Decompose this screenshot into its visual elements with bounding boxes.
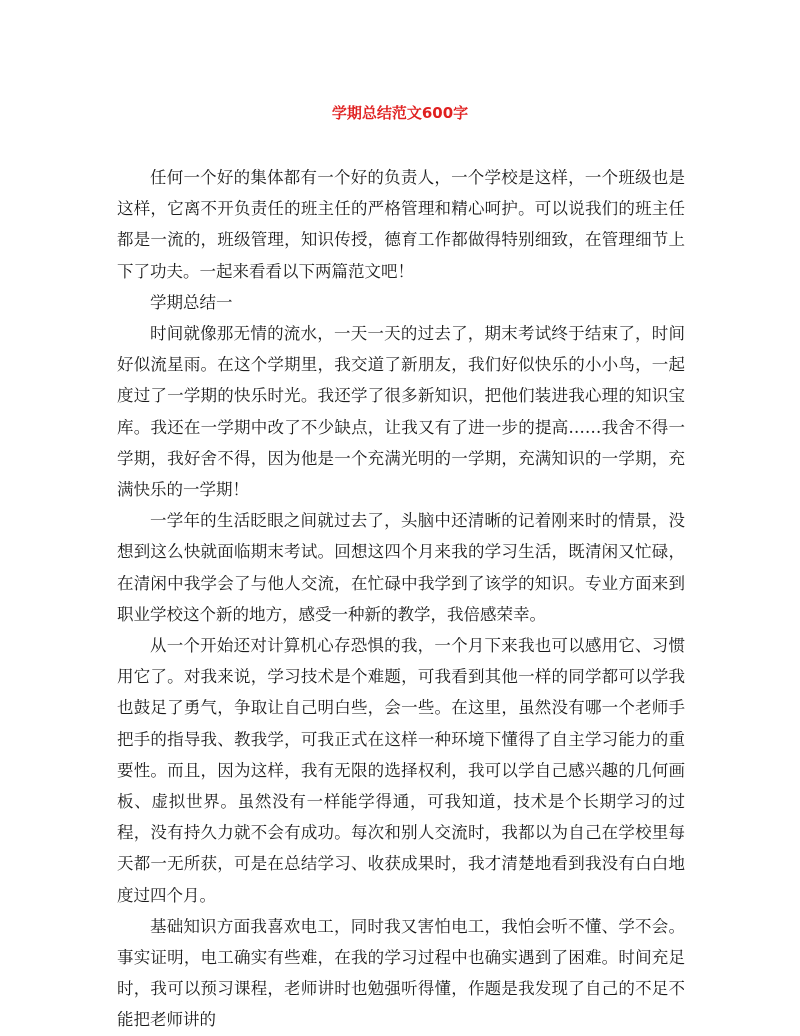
body-paragraph: 基础知识方面我喜欢电工，同时我又害怕电工，我怕会听不懂、学不会。事实证明，电工确实有些难，在我的学习过程中也确实遇到了困难。时间充足时，我可以预习课程，老师讲时也勉强听得懂，作题是我发现了自己的不足不能把老师讲的 [117, 916, 685, 1030]
document-title: 学期总结范文600字 [331, 104, 469, 122]
section-heading: 学期总结一 [150, 292, 233, 312]
document-body [117, 162, 685, 1036]
intro-paragraph: 任何一个好的集体都有一个好的负责人，一个学校是这样，一个班级也是这样，它离不开负责任的班主任的严格管理和精心呵护。可以说我们的班主任都是一流的，班级管理，知识传授，德育工作都做得特别细致，在管理细节上下了功夫。一起来看看以下两篇范文吧！ [117, 168, 685, 281]
body-paragraph: 一学年的生活眨眼之间就过去了，头脑中还清晰的记着刚来时的情景，没想到这么快就面临期末考试。回想这四个月来我的学习生活，既清闲又忙碌，在清闲中我学会了与他人交流，在忙碌中我学到了该学的知识。专业方面来到职业学校这个新的地方，感受一种新的教学，我倍感荣幸。 [117, 511, 685, 624]
body-paragraph: 从一个开始还对计算机心存恐惧的我，一个月下来我也可以感用它、习惯用它了。对我来说，学习技术是个难题，可我看到其他一样的同学都可以学我也鼓足了勇气，争取让自己明白些，会一些。在这里，虽然没有哪一个老师手把手的指导我、教我学，可我正式在这样一种环境下懂得了自主学习能力的重要性。而且，因为这样，我有无限的选择权利，我可以学自己感兴趣的几何画板、虚拟世界。虽然没有一样能学得通，可我知道，技术是个长期学习的过程，没有持久力就不会有成功。每次和别人交流时，我都以为自己在学校里每天都一无所获，可是在总结学习、收获成果时，我才清楚地看到我没有白白地度过四个月。 [117, 636, 685, 905]
body-paragraph: 时间就像那无情的流水，一天一天的过去了，期末考试终于结束了，时间好似流星雨。在这个学期里，我交道了新朋友，我们好似快乐的小小鸟，一起度过了一学期的快乐时光。我还学了很多新知识，把他们装进我心理的知识宝库。我还在一学期中改了不少缺点，让我又有了进一步的提高……我舍不得一学期，我好舍不得，因为他是一个充满光明的一学期，充满知识的一学期，充满快乐的一学期！ [117, 324, 685, 500]
